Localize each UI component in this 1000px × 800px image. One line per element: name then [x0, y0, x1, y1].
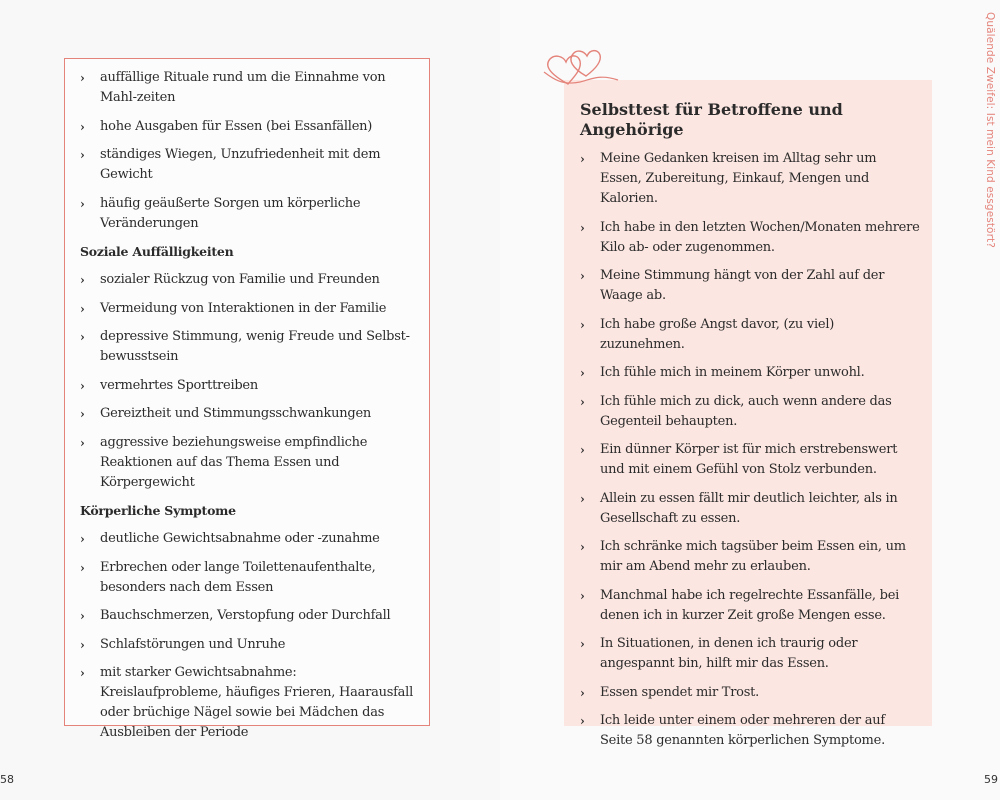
chevron-bullet-icon: › — [80, 609, 85, 623]
chevron-bullet-icon: › — [80, 532, 85, 546]
chevron-bullet-icon: › — [80, 301, 85, 316]
list-item — [580, 315, 920, 355]
list-item-text: mit starker Gewichtsabnahme: Kreislaufprobleme, häufiges Frieren, Haarausfall oder brüchige Nägel sowie bei Mädchen das Ausbleiben der Periode — [100, 665, 413, 740]
chevron-bullet-icon: › — [580, 637, 585, 651]
list-item — [80, 145, 420, 185]
list-physical — [80, 529, 420, 743]
list-item — [580, 149, 920, 209]
list-item — [80, 68, 420, 108]
list-item-text: aggressive beziehungsweise empfindliche Reaktionen auf das Thema Essen und Körpergewicht — [100, 434, 368, 490]
chevron-bullet-icon: › — [580, 685, 585, 700]
list-item-text: hohe Ausgaben für Essen (bei Essanfällen) — [100, 118, 373, 134]
chevron-bullet-icon: › — [80, 666, 85, 680]
list-item-text: häufig geäußerte Sorgen um körperliche Veränderungen — [100, 195, 361, 231]
page-number-right: 59 — [984, 773, 998, 786]
chevron-bullet-icon: › — [80, 435, 85, 450]
list-item-text: Schlafstörungen und Unruhe — [100, 636, 286, 652]
list-item — [80, 529, 420, 549]
list-item — [580, 440, 920, 480]
chevron-bullet-icon: › — [80, 560, 85, 575]
chevron-bullet-icon: › — [580, 269, 585, 283]
list-item — [580, 711, 920, 751]
chevron-bullet-icon: › — [580, 394, 585, 409]
page-number-left: 58 — [0, 773, 14, 786]
list-item-text: Ich fühle mich zu dick, auch wenn andere das Gegenteil behaupten. — [600, 393, 892, 429]
running-head: Quälende Zweifel: Ist mein Kind essgestört? — [984, 12, 996, 248]
list-item — [580, 266, 920, 306]
list-item — [580, 586, 920, 626]
self-test-title: Selbsttest für Betroffene und Angehörige — [580, 100, 843, 139]
list-item — [80, 117, 420, 137]
chevron-bullet-icon: › — [80, 71, 85, 85]
list-item-text: Ich habe große Angst davor, (zu viel) zuzunehmen. — [600, 316, 835, 352]
list-item-text: Ich habe in den letzten Wochen/Monaten mehrere Kilo ab- oder zugenommen. — [600, 219, 920, 255]
list-item — [80, 194, 420, 234]
chevron-bullet-icon: › — [80, 407, 85, 421]
list-item — [580, 392, 920, 432]
list-item — [580, 683, 920, 703]
chevron-bullet-icon: › — [80, 148, 85, 162]
heading-physical: Körperliche Symptome — [80, 503, 236, 518]
chevron-bullet-icon: › — [580, 152, 585, 166]
chevron-bullet-icon: › — [580, 366, 585, 380]
list-item — [80, 299, 420, 319]
list-item — [580, 218, 920, 258]
list-item-text: vermehrtes Sporttreiben — [100, 377, 259, 393]
list-item-text: Essen spendet mir Trost. — [600, 684, 760, 700]
list-item-text: Ein dünner Körper ist für mich erstrebenswert und mit einem Gefühl von Stolz verbunden. — [600, 442, 898, 477]
list-item — [80, 606, 420, 626]
list-item — [80, 270, 420, 290]
list-item — [80, 404, 420, 424]
chevron-bullet-icon: › — [80, 330, 85, 344]
list-item-text: deutliche Gewichtsabnahme oder -zunahme — [100, 531, 380, 546]
list-item-text: Bauchschmerzen, Verstopfung oder Durchfall — [100, 608, 391, 623]
chevron-bullet-icon: › — [80, 637, 85, 652]
chevron-bullet-icon: › — [580, 317, 585, 332]
list-item-text: depressive Stimmung, wenig Freude und Selbst-bewusstsein — [100, 329, 410, 364]
list-item — [580, 363, 920, 383]
heading-social: Soziale Auffälligkeiten — [80, 244, 234, 259]
chevron-bullet-icon: › — [80, 378, 85, 393]
list-item — [80, 327, 420, 367]
list-item — [80, 558, 420, 598]
list-item-text: Ich leide unter einem oder mehreren der auf Seite 58 genannten körperlichen Symptome. — [600, 713, 885, 748]
list-item-text: Allein zu essen fällt mir deutlich leichter, als in Gesellschaft zu essen. — [600, 490, 898, 526]
list-behaviour — [80, 68, 420, 234]
chevron-bullet-icon: › — [580, 588, 585, 603]
list-self-test — [580, 149, 920, 751]
chevron-bullet-icon: › — [580, 443, 585, 457]
left-list-area — [80, 68, 420, 752]
list-item-text: Erbrechen oder lange Toilettenaufenthalte, besonders nach dem Essen — [100, 559, 376, 595]
list-item — [80, 663, 420, 743]
list-item — [80, 635, 420, 655]
self-test-content — [580, 100, 920, 760]
list-social — [80, 270, 420, 493]
list-item — [580, 489, 920, 529]
list-item-text: auffällige Rituale rund um die Einnahme von Mahl-zeiten — [100, 70, 386, 105]
list-item-text: Meine Gedanken kreisen im Alltag sehr um Essen, Zubereitung, Einkauf, Mengen und Kalorien. — [600, 151, 877, 206]
list-item-text: ständiges Wiegen, Unzufriedenheit mit dem Gewicht — [100, 147, 381, 182]
chevron-bullet-icon: › — [80, 196, 85, 211]
list-item-text: sozialer Rückzug von Familie und Freunden — [100, 272, 380, 287]
chevron-bullet-icon: › — [580, 220, 585, 235]
chevron-bullet-icon: › — [580, 540, 585, 554]
chevron-bullet-icon: › — [580, 491, 585, 506]
list-item-text: In Situationen, in denen ich traurig oder angespannt bin, hilft mir das Essen. — [600, 636, 858, 671]
chevron-bullet-icon: › — [80, 273, 85, 287]
list-item — [80, 376, 420, 396]
list-item-text: Ich schränke mich tagsüber beim Essen ein, um mir am Abend mehr zu erlauben. — [600, 539, 906, 574]
double-heart-icon — [540, 40, 620, 98]
list-item-text: Ich fühle mich in meinem Körper unwohl. — [600, 365, 865, 380]
list-item — [80, 433, 420, 493]
list-item-text: Gereiztheit und Stimmungsschwankungen — [100, 406, 372, 421]
list-item-text: Manchmal habe ich regelrechte Essanfälle, bei denen ich in kurzer Zeit große Mengen esse. — [600, 587, 900, 623]
chevron-bullet-icon: › — [80, 119, 85, 134]
list-item-text: Vermeidung von Interaktionen in der Familie — [100, 300, 387, 316]
list-item — [580, 634, 920, 674]
chevron-bullet-icon: › — [580, 714, 585, 728]
list-item-text: Meine Stimmung hängt von der Zahl auf der Waage ab. — [600, 268, 885, 303]
list-item — [580, 537, 920, 577]
